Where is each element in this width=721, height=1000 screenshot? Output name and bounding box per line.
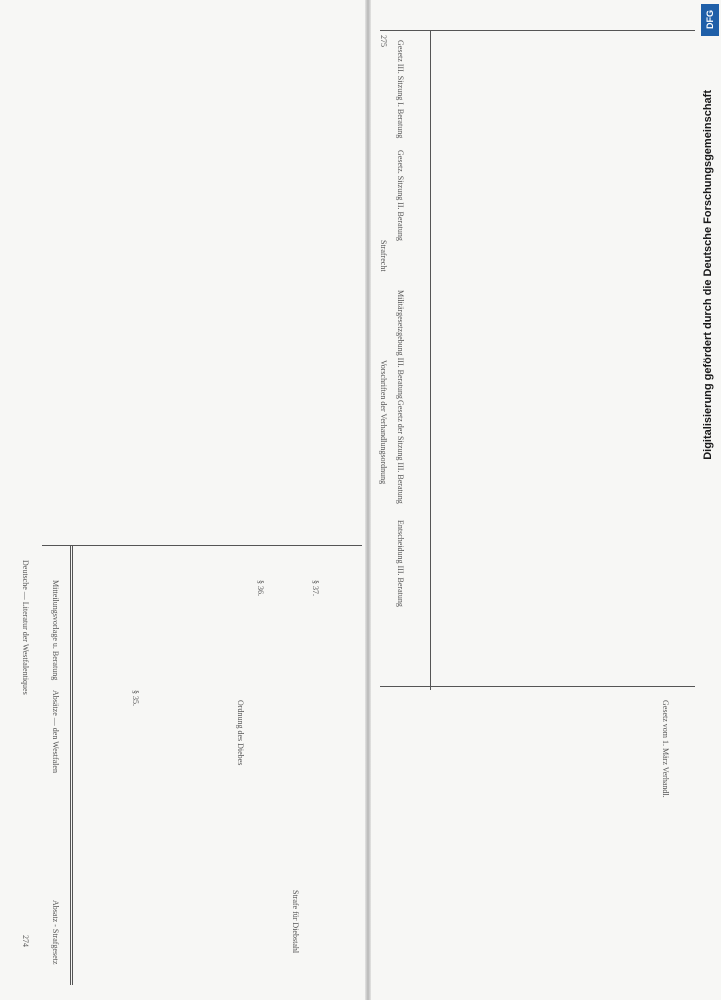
right-footer-note: Gesetz vom 1. März Verhandl. [661, 700, 670, 798]
left-page-running-head: Deutsche — Literatur der Westfalentiques [21, 560, 30, 695]
right-head-vorschriften: Vorschriften der Verhandlungsordnung [379, 360, 388, 485]
right-col-header-4: Gesetz der Sitzung III. Beratung [396, 400, 405, 504]
left-col-header-2: Absätze — den Westfalen [51, 690, 60, 773]
left-page-folio: 274 [21, 935, 30, 947]
right-page-folio: 275 [379, 35, 388, 47]
dfg-banner [700, 0, 721, 1000]
page-gutter [365, 0, 371, 1000]
para-mark-36: § 36. [256, 580, 265, 596]
left-col1-block-1 [82, 770, 160, 990]
right-col-header-5: Entscheidung III. Beratung [396, 520, 405, 607]
para-mark-35: § 35. [131, 690, 140, 706]
dfg-notice: Digitalisierung gefördert durch die Deutsche Forschungsgemeinschaft [702, 90, 714, 460]
right-head-strafrecht: Strafrecht [379, 240, 388, 272]
right-col1-block [440, 40, 690, 150]
right-top-rule [380, 30, 695, 31]
right-bottom-rule [380, 686, 695, 687]
right-col4-block [440, 420, 690, 550]
right-col-header-1: Gesetz III. Sitzung I. Beratung [396, 40, 405, 139]
left-col2-block [168, 620, 258, 990]
dfg-logo: DFG [701, 4, 719, 36]
right-header-rule [430, 30, 431, 690]
left-header-rule-2 [72, 545, 73, 985]
left-header-rule-top [42, 545, 362, 546]
left-section-label: Strafe für Diebstahl [291, 890, 300, 954]
left-closing-label: Ordnung des Diebes [236, 700, 245, 766]
right-col-header-3: Militärgesetzgebung III. Beratung [396, 290, 405, 399]
left-header-rule [70, 545, 71, 985]
right-col-header-2: Gesetz. Sitzung II. Beratung [396, 150, 405, 241]
para-mark-37: § 37. [311, 580, 320, 596]
left-col-header-1: Absatz - Strafgesetz [51, 900, 60, 965]
right-col2-block [440, 160, 690, 290]
left-col-header-3: Mitteilungsvorlage u. Beratung [51, 580, 60, 681]
